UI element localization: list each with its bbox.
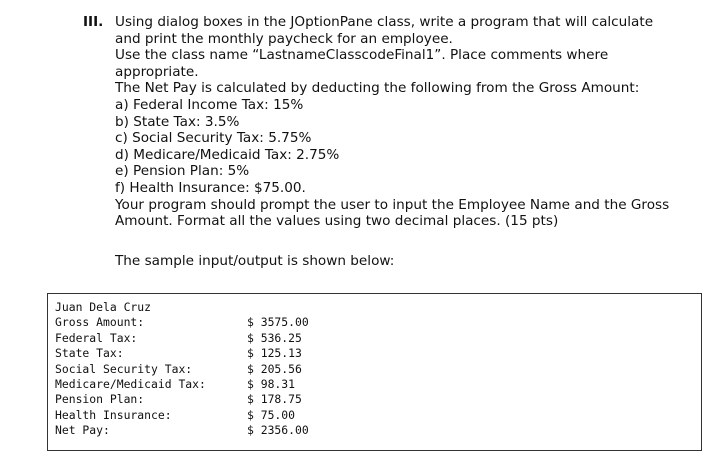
question-line: Using dialog boxes in the JOptionPane class, write a program that will calculate [115, 14, 654, 30]
output-value: $ 98.31 [247, 376, 296, 391]
output-label: Pension Plan: [55, 392, 145, 407]
deduction-medicare: d) Medicare/Medicaid Tax: 2.75% [115, 146, 340, 163]
output-row-name [48, 300, 701, 315]
deduction-pension: e) Pension Plan: 5% [115, 163, 250, 180]
deduction-federal: a) Federal Income Tax: 15% [115, 96, 304, 113]
question-line: Amount. Format all the values using two decimal places. (15 pts) [115, 213, 559, 230]
question-line: appropriate. [115, 63, 199, 80]
output-value: $ 536.25 [247, 330, 302, 345]
output-row [48, 392, 701, 407]
output-label: Health Insurance: [55, 407, 172, 422]
output-row [48, 377, 701, 392]
question-body [115, 14, 713, 230]
deduction-social-security: c) Social Security Tax: 5.75% [115, 130, 312, 147]
output-label: Net Pay: [55, 423, 110, 438]
question-line: and print the monthly paycheck for an employee. [115, 30, 453, 47]
output-value: $ 125.13 [247, 346, 302, 361]
question-number: III. [83, 14, 104, 30]
output-value: $ 178.75 [247, 392, 302, 407]
output-row [48, 423, 701, 438]
output-label: Social Security Tax: [55, 361, 193, 376]
deduction-health: f) Health Insurance: $75.00. [115, 179, 306, 196]
output-row [48, 315, 701, 330]
deduction-state: b) State Tax: 3.5% [115, 113, 240, 130]
sample-output-box [47, 293, 702, 451]
output-label: Gross Amount: [55, 315, 145, 330]
employee-name: Juan Dela Cruz [55, 300, 152, 314]
output-value: $ 205.56 [247, 361, 302, 376]
question-line: Use the class name “LastnameClasscodeFinal1”. Place comments where [115, 47, 609, 64]
question-block [83, 14, 713, 230]
question-header [83, 14, 713, 230]
output-value: $ 2356.00 [247, 423, 309, 438]
output-value: $ 75.00 [247, 407, 296, 422]
output-label: Federal Tax: [55, 330, 138, 345]
output-row [48, 408, 701, 423]
sample-intro: The sample input/output is shown below: [115, 253, 395, 269]
output-value: $ 3575.00 [247, 315, 309, 330]
output-row [48, 331, 701, 346]
question-line: Your program should prompt the user to input the Employee Name and the Gross [115, 196, 670, 213]
output-label: Medicare/Medicaid Tax: [55, 376, 206, 391]
question-line: The Net Pay is calculated by deducting the following from the Gross Amount: [115, 80, 640, 97]
output-row [48, 362, 701, 377]
output-row [48, 346, 701, 361]
output-label: State Tax: [55, 346, 124, 361]
